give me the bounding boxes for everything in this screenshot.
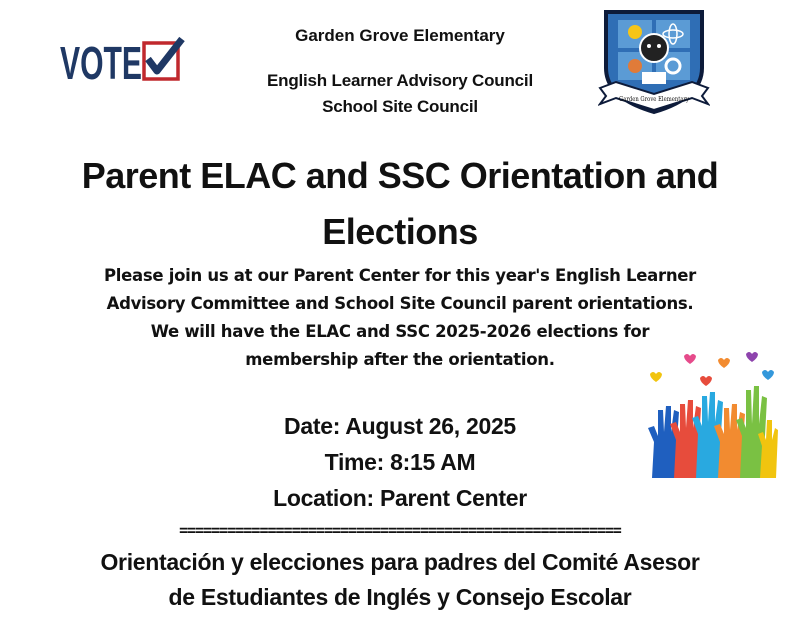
lightbulb-icon <box>628 25 642 39</box>
heart-icon <box>700 376 712 386</box>
page-title-line-1: Parent ELAC and SSC Orientation and <box>81 155 719 196</box>
gorilla-mascot-icon <box>640 34 668 62</box>
heart-icon <box>684 354 696 364</box>
heart-icon <box>650 372 662 382</box>
heart-icon <box>762 370 774 380</box>
spanish-title-line-1: Orientación y elecciones para padres del Comité Asesor <box>100 549 700 575</box>
invitation-paragraph: Please join us at our Parent Center for this year's English Learner Advisory Committee and School Site Council parent orientations. We will have the ELAC and SSC 2025-2026 elections for membership after the orientation. <box>104 266 696 369</box>
event-location: Location: Parent Center <box>273 485 527 511</box>
heart-icon <box>718 358 730 368</box>
section-divider: ======================================================= <box>179 521 621 539</box>
vote-logo-text: VOTE <box>60 37 142 85</box>
school-name: Garden Grove Elementary <box>295 26 505 45</box>
event-time: Time: 8:15 AM <box>324 449 476 475</box>
school-crest-logo <box>598 6 710 118</box>
vote-logo <box>60 35 185 85</box>
council-line-1: English Learner Advisory Council <box>267 71 533 90</box>
palette-icon <box>628 59 642 73</box>
book-icon <box>642 72 666 84</box>
council-line-2: School Site Council <box>322 97 478 116</box>
crest-banner-text: Garden Grove Elementary <box>619 96 690 103</box>
heart-icon <box>746 352 758 362</box>
event-date: Date: August 26, 2025 <box>284 413 516 439</box>
page-title-line-2: Elections <box>322 211 478 252</box>
spanish-title-line-2: de Estudiantes de Inglés y Consejo Escolar <box>168 584 632 610</box>
